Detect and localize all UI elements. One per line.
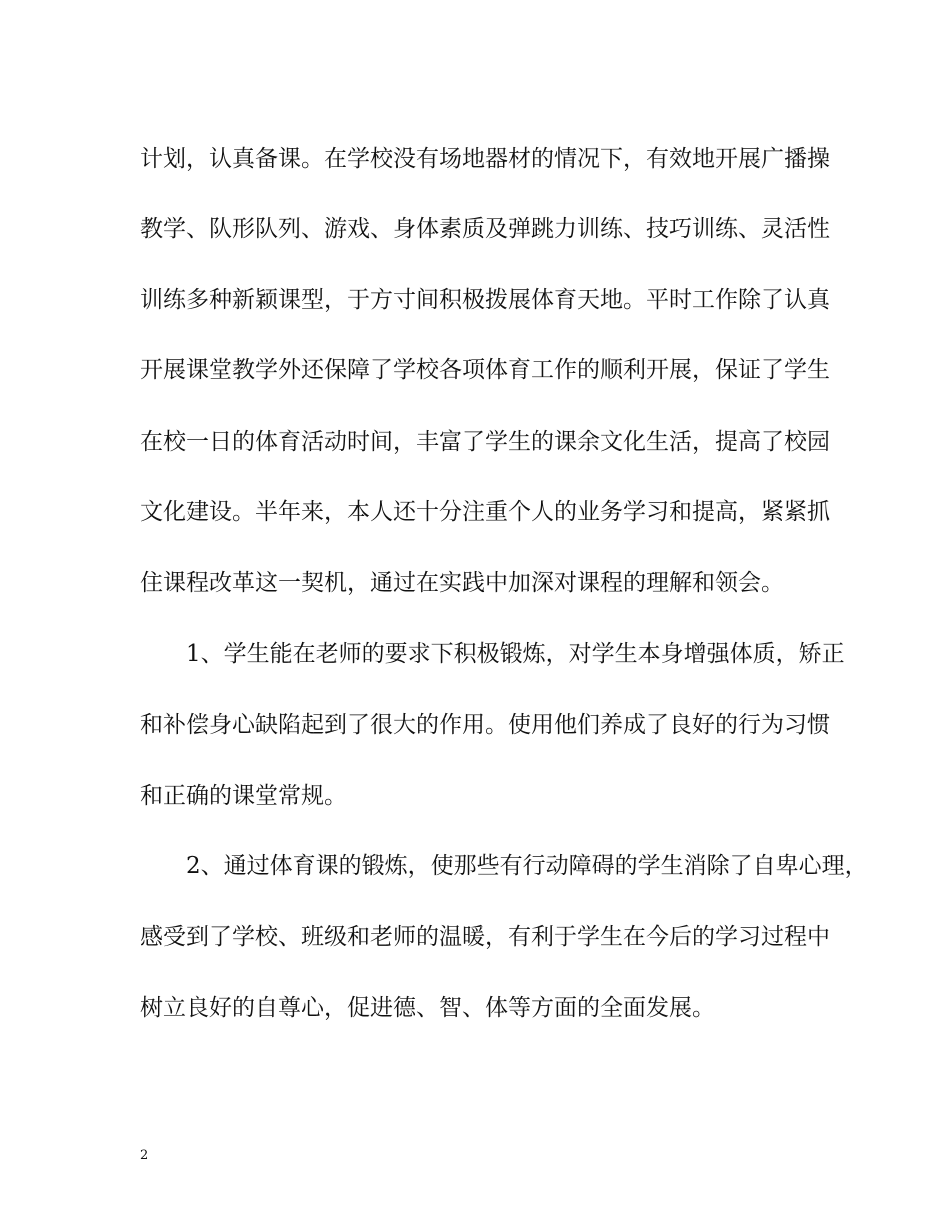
text-line: 计划，认真备课。在学校没有场地器材的情况下，有效地开展广播操 <box>140 146 830 172</box>
text-line: 教学、队形队列、游戏、身体素质及弹跳力训练、技巧训练、灵活性 <box>140 216 830 242</box>
text-line: 在校一日的体育活动时间，丰富了学生的课余文化生活，提高了校园 <box>140 429 830 455</box>
paragraph-2-start: 2、通过体育课的锻炼，使那些有行动障碍的学生消除了自卑心理， <box>186 853 868 879</box>
text-line: 训练多种新颖课型，于方寸间积极拨展体育天地。平时工作除了认真 <box>140 287 830 313</box>
text-line: 文化建设。半年来，本人还十分注重个人的业务学习和提高，紧紧抓 <box>140 499 830 525</box>
text-line: 感受到了学校、班级和老师的温暖，有利于学生在今后的学习过程中 <box>140 924 830 950</box>
text-line: 开展课堂教学外还保障了学校各项体育工作的顺利开展，保证了学生 <box>140 357 830 383</box>
text-line: 树立良好的自尊心，促进德、智、体等方面的全面发展。 <box>140 995 715 1021</box>
text-line: 和补偿身心缺陷起到了很大的作用。使用他们养成了良好的行为习惯 <box>140 712 830 738</box>
text-line: 和正确的课堂常规。 <box>140 783 347 809</box>
text-line: 住课程改革这一契机，通过在实践中加深对课程的理解和领会。 <box>140 570 784 596</box>
page-number: 2 <box>140 1148 149 1163</box>
paragraph-1-start: 1、学生能在老师的要求下积极锻炼，对学生本身增强体质，矫正 <box>186 641 845 667</box>
